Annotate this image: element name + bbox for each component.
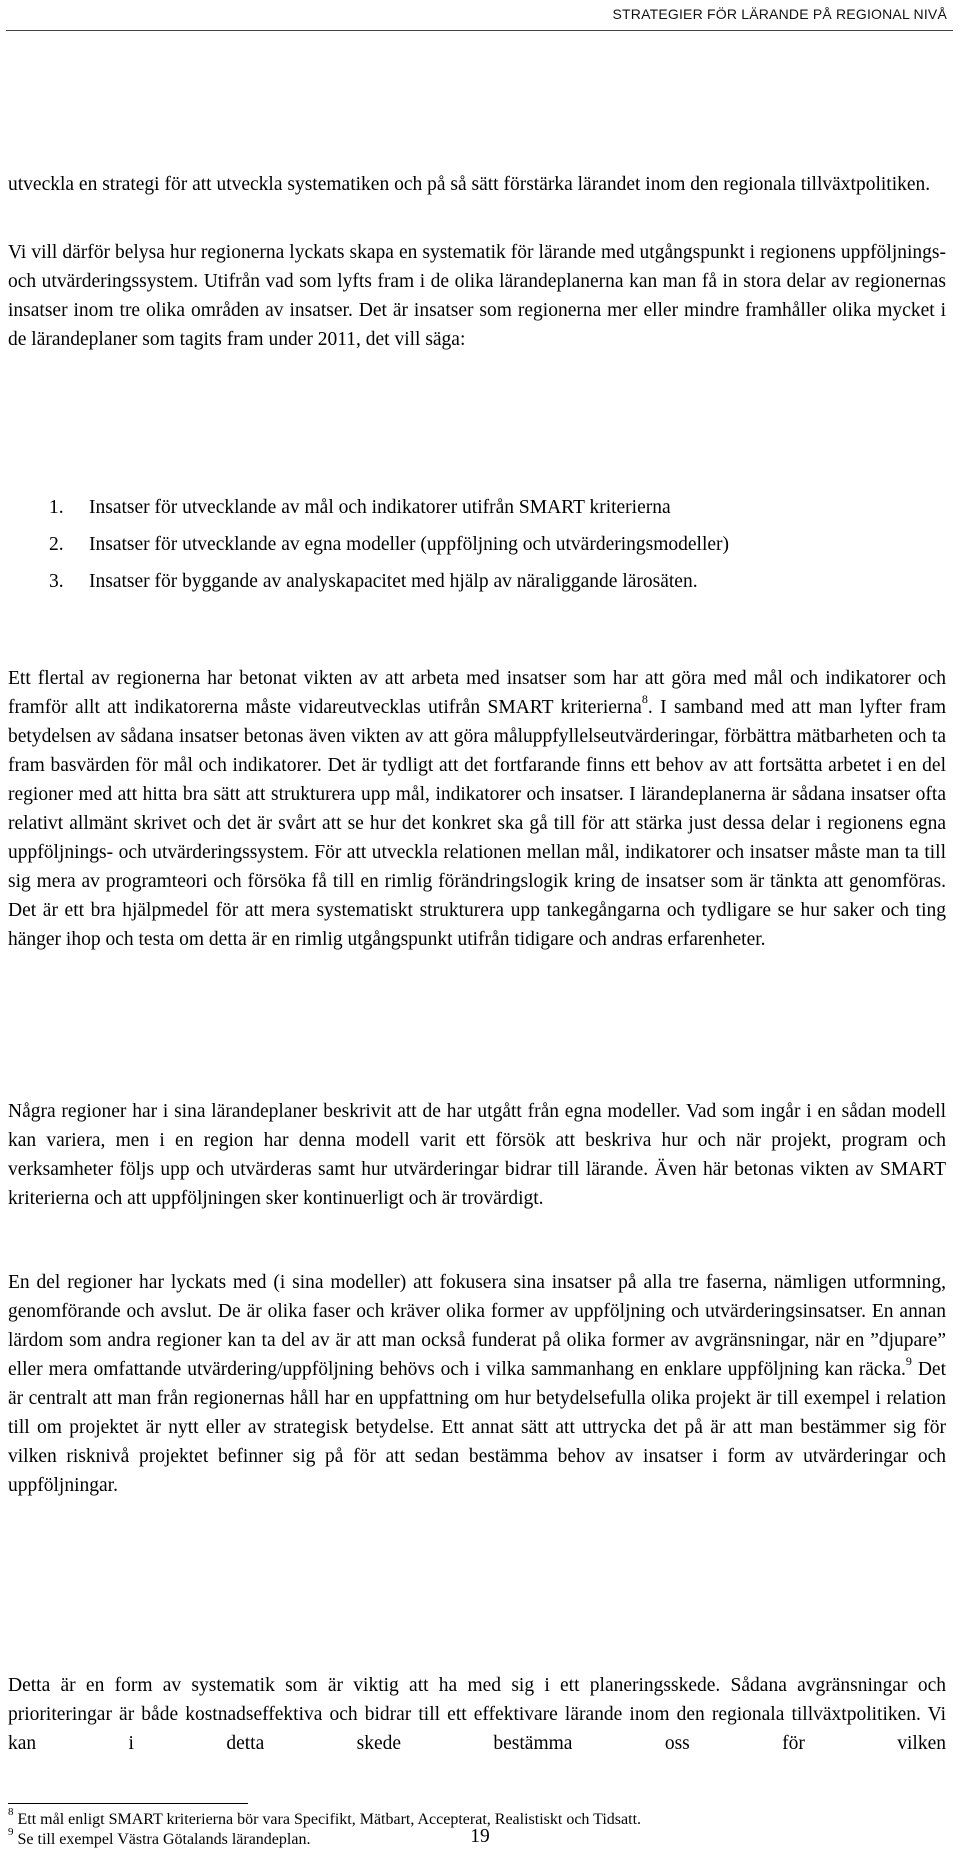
list-item-number: 2. — [49, 534, 64, 555]
header-rule — [6, 30, 953, 31]
footnote-ref-9[interactable]: 9 — [905, 1354, 912, 1369]
list-item-text: Insatser för byggande av analyskapacitet med hjälp av näraliggande lärosäten. — [89, 571, 698, 592]
list-item-text: Insatser för utvecklande av mål och indikatorer utifrån SMART kriterierna — [89, 497, 671, 518]
phases-paragraph-block — [8, 1268, 946, 1500]
list-item-text: Insatser för utvecklande av egna modeller (uppföljning och utvärderingsmodeller) — [89, 534, 730, 555]
footnote-ref-8[interactable]: 8 — [641, 692, 648, 707]
footnote-separator — [8, 1803, 248, 1804]
list-item — [49, 563, 949, 600]
models-paragraph-block — [8, 1097, 946, 1213]
smart-paragraph — [8, 664, 946, 954]
list-item — [49, 526, 949, 563]
list-item — [49, 489, 949, 526]
planning-paragraph: Detta är en form av systematik som är viktig att ha med sig i ett planeringsskede. Sådana avgränsningar och prioriteringar är både kostnadseffektiva och bidrar till ett effektivare lärande inom den regionala tillväxtpolitiken. Vi kan i detta skede bestämma oss för vilken — [8, 1675, 946, 1754]
planning-paragraph-block — [8, 1671, 946, 1758]
footnote-number: 9 — [8, 1826, 14, 1839]
phases-paragraph-text-a: En del regioner har lyckats med (i sina modeller) att fokusera sina insatser på alla tre faserna, nämligen utformning, genomförande och avslut. De är olika faser och kräver olika former av uppföljning och utvärderingsinsatser. En annan lärdom som andra regioner kan ta del av är att man också funderat på olika former av avgränsningar, när en ”djupare” eller mera omfattande utvärdering/uppföljning behövs och i vilka sammanhang en enklare uppföljning kan räcka. — [8, 1272, 946, 1380]
insatser-list — [49, 489, 949, 600]
list-item-number: 3. — [49, 571, 64, 592]
phases-paragraph — [8, 1268, 946, 1500]
intro-paragraph-2-block — [8, 238, 946, 354]
smart-paragraph-text-a: Ett flertal av regionerna har betonat vikten av att arbeta med insatser som har att göra med mål och indikatorer och framför allt att indikatorerna måste vidareutvecklas utifrån SMART kriterierna — [8, 668, 946, 718]
footnote-number: 8 — [8, 1806, 14, 1819]
smart-paragraph-text-b: . I samband med att man lyfter fram betydelsen av sådana insatser betonas även vikten av att göra måluppfyllelseutvärderingar, förbättra mätbarheten och ta fram basvärden för mål och indikatorer. Det är tydligt att det fortfarande finns ett behov av att fortsätta arbetet i en del regioner med att hitta bra sätt att strukturera upp mål, indikatorer och insatser. I lärandeplanerna är sådana insatser ofta relativt allmänt skrivet och det är svårt att se hur det konkret ska gå till för att stärka just dessa delar i regionens egna uppföljnings- och utvärderingssystem. För att utveckla relationen mellan mål, indikatorer och insatser måste man ta till sig mera av programteori och försöka få till en rimlig förändringslogik kring de insatser som är tänkta att genomföras. Det är ett bra hjälpmedel för att mera systematiskt strukturera upp tankegångarna och tydligare se hur saker och ting hänger ihop och testa om detta är en rimlig utgångspunkt utifrån tidigare och andras erfarenheter. — [8, 697, 946, 950]
running-header: STRATEGIER FÖR LÄRANDE PÅ REGIONAL NIVÅ — [612, 6, 947, 22]
phases-paragraph-text-b: Det är centralt att man från regionernas håll har en uppfattning om hur betydelsefulla olika projekt är till exempel i relation till om projektet är nytt eller av strategisk betydelse. Ett annat sätt att uttrycka det på är att man bestämmer sig för vilken risknivå projektet befinner sig på för att sedan bestämma behov av insatser i form av utvärderingar och uppföljningar. — [8, 1359, 946, 1496]
footnote-text: Ett mål enligt SMART kriterierna bör vara Specifikt, Mätbart, Accepterat, Realistiskt och Tidsatt. — [13, 1811, 642, 1828]
page-number: 19 — [470, 1826, 490, 1847]
list-item-number: 1. — [49, 497, 64, 518]
intro-paragraph-2: Vi vill därför belysa hur regionerna lyckats skapa en systematik för lärande med utgångspunkt i regionens uppföljnings- och utvärderingssystem. Utifrån vad som lyfts fram i de olika lärandeplanerna kan man få in stora delar av regionernas insatser inom tre olika områden av insatser. Det är insatser som regionerna mer eller mindre framhåller olika mycket i de lärandeplaner som tagits fram under 2011, det vill säga: — [8, 242, 946, 350]
smart-paragraph-block — [8, 664, 946, 954]
intro-paragraph-1: utveckla en strategi för att utveckla systematiken och på så sätt förstärka lärandet inom den regionala tillväxtpolitiken. — [8, 174, 931, 195]
models-paragraph: Några regioner har i sina lärandeplaner beskrivit att de har utgått från egna modeller. Vad som ingår i en sådan modell kan variera, men i en region har denna modell varit ett försök att beskriva hur och när projekt, program och verksamheter följs upp och utvärderas samt hur utvärderingar bidrar till lärande. Även här betonas vikten av SMART kriterierna och att uppföljningen sker kontinuerligt och är trovärdigt. — [8, 1101, 946, 1209]
footnote-text: Se till exempel Västra Götalands lärandeplan. — [13, 1831, 311, 1848]
intro-paragraph-1-block — [8, 170, 946, 199]
